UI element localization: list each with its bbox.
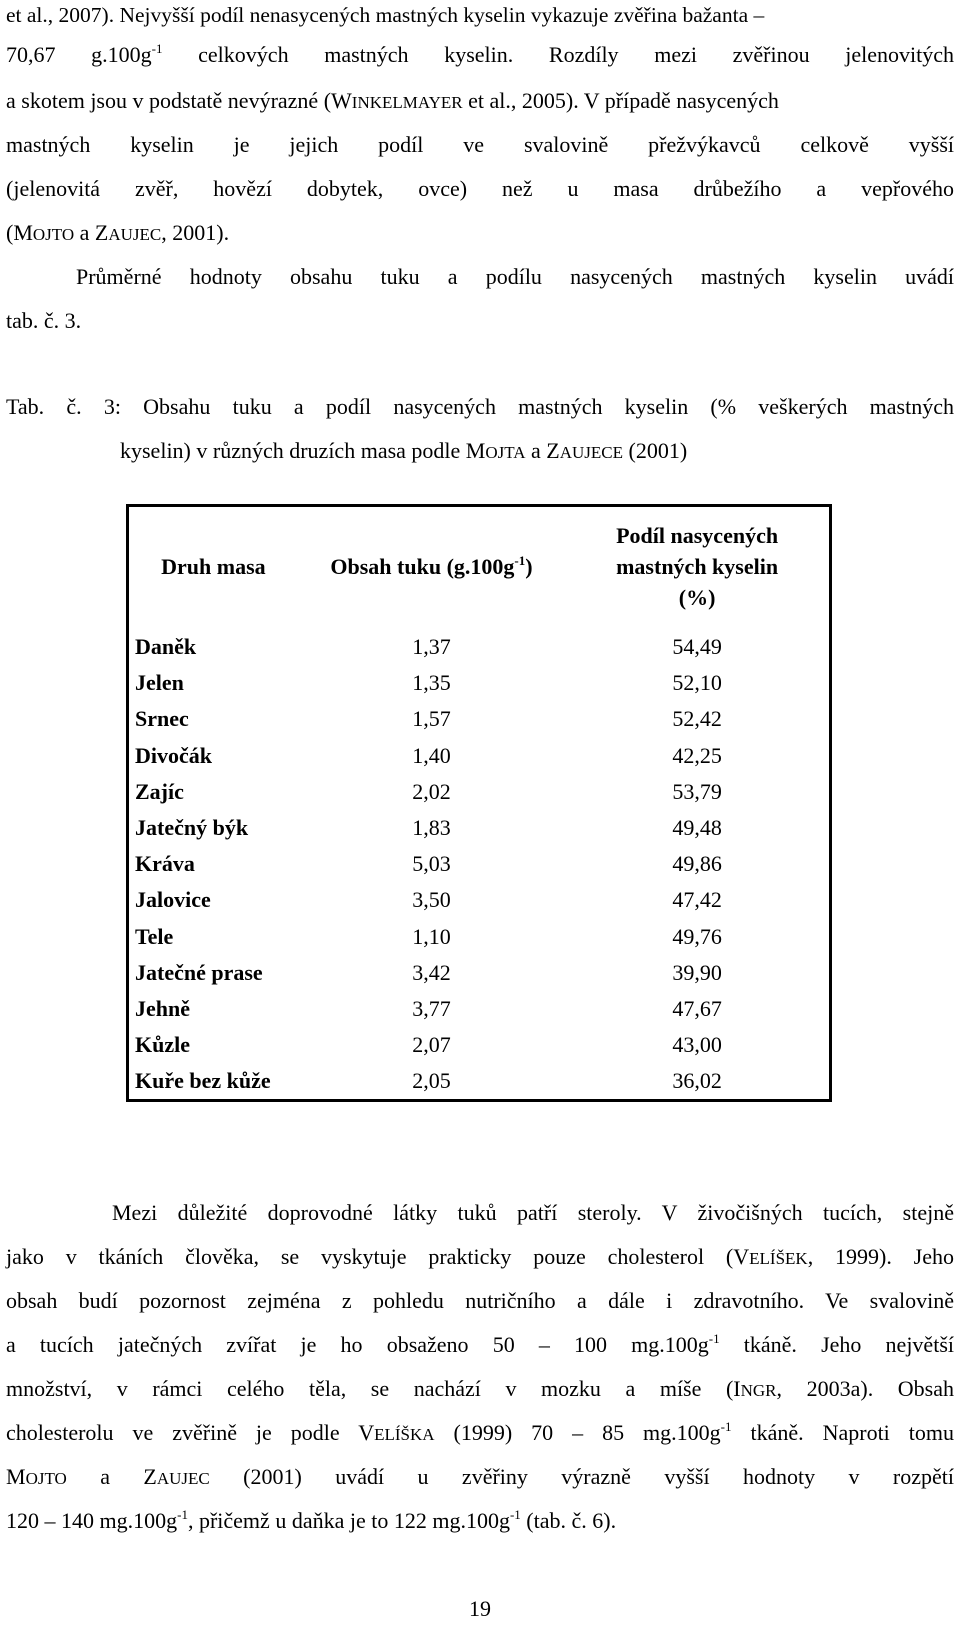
fat-value-cell: 1,83 xyxy=(412,815,451,841)
meat-type-cell: Daněk xyxy=(135,634,197,660)
table-header-row xyxy=(128,506,831,626)
table-row xyxy=(128,665,831,701)
intro-line-4: mastných kyselin je jejich podíl ve svalovině přežvýkavců celkově vyšší xyxy=(6,132,954,157)
meat-type-cell: Divočák xyxy=(135,742,212,768)
intro-line-6: (MOJTO a ZAUJEC, 2001). xyxy=(6,220,230,245)
intro-line-1 xyxy=(6,0,954,30)
meat-type-cell: Kůzle xyxy=(135,1032,190,1058)
fat-value-cell: 3,42 xyxy=(412,959,451,985)
outro-text: množství, v rámci celého těla, se nachází v mozku a míše (INGR, 2003a). Obsah xyxy=(6,1376,954,1401)
outro-line-7 xyxy=(6,1462,954,1494)
table-row xyxy=(128,810,831,846)
header-saturated-share: Podíl nasycených mastných kyselin (%) xyxy=(616,522,779,610)
table-row xyxy=(128,625,831,665)
intro-line-7: Průměrné hodnoty obsahu tuku a podílu nasycených mastných kyselin uvádí xyxy=(76,264,954,289)
fat-content-table xyxy=(126,504,832,1102)
outro-line-1: Mezi důležité doprovodné látky tuků patří steroly. V živočišných tucích, stejně xyxy=(112,1200,954,1225)
fat-value-cell: 2,02 xyxy=(412,778,451,804)
fat-value-cell: 1,10 xyxy=(412,923,451,949)
table-row xyxy=(128,738,831,774)
intro-line-3: a skotem jsou v podstatě nevýrazné (WINKELMAYER et al., 2005). V případě nasycených xyxy=(6,88,779,113)
fat-value-cell: 2,07 xyxy=(412,1032,451,1058)
sfa-value-cell: 47,67 xyxy=(672,995,722,1021)
meat-type-cell: Jatečný býk xyxy=(135,815,249,841)
table-caption-line-2: kyselin) v různých druzích masa podle MOJTA a ZAUJECE (2001) xyxy=(120,438,688,463)
table-row xyxy=(128,846,831,882)
table-caption-line-1: Tab. č. 3: Obsahu tuku a podíl nasycených mastných kyselin (% veškerých mastných xyxy=(6,394,954,419)
sfa-value-cell: 47,42 xyxy=(672,887,722,913)
sfa-value-cell: 43,00 xyxy=(672,1032,722,1058)
outro-line-5 xyxy=(6,1374,954,1406)
intro-line-8: tab. č. 3. xyxy=(6,308,82,333)
outro-text: tkáně. Jeho největší xyxy=(743,1332,954,1357)
outro-line-4 xyxy=(6,1330,954,1360)
intro-line-2 xyxy=(6,40,954,70)
sfa-value-cell: 49,76 xyxy=(672,923,722,949)
intro-text: celkových mastných kyselin. Rozdíly mezi zvěřinou jelenovitých xyxy=(198,42,954,67)
fat-value-cell: 1,35 xyxy=(412,670,451,696)
outro-text: cholesterolu ve zvěřině je podle VELÍŠKA (1999) 70 – 85 $mg.100g^{-1}$ tkáně. Naproti tomu xyxy=(6,1419,954,1445)
table-row xyxy=(128,955,831,991)
sfa-value-cell: 49,48 xyxy=(672,815,722,841)
outro-line-6 xyxy=(6,1418,954,1450)
outro-text: MOJTO a ZAUJEC (2001) uvádí u zvěřiny výrazně vyšší hodnoty v rozpětí xyxy=(6,1464,955,1489)
meat-type-cell: Zajíc xyxy=(135,778,184,804)
fat-value-cell: 3,77 xyxy=(412,995,451,1021)
sfa-value-cell: 36,02 xyxy=(672,1068,722,1094)
page-number: 19 xyxy=(469,1596,491,1621)
sfa-value-cell: 54,49 xyxy=(672,634,722,660)
fat-value-cell: 1,57 xyxy=(412,706,451,732)
sfa-value-cell: 42,25 xyxy=(672,742,722,768)
table-row xyxy=(128,1027,831,1063)
fat-value-cell: 1,37 xyxy=(412,634,451,660)
fat-value-cell: 1,40 xyxy=(412,742,451,768)
outro-line-2 xyxy=(6,1242,954,1274)
table-row xyxy=(128,1063,831,1101)
table-row xyxy=(128,774,831,810)
header-fat-content: Obsah tuku $(g.100g^{-1})$ xyxy=(330,552,533,579)
header-meat-type: Druh masa xyxy=(161,553,266,579)
intro-text: 70,67 $g.100g^{-1}$ xyxy=(6,41,163,67)
fat-value-cell: 5,03 xyxy=(412,851,451,877)
table-row xyxy=(128,991,831,1027)
table-row xyxy=(128,882,831,918)
intro-line-5: (jelenovitá zvěř, hovězí dobytek, ovce) než u masa drůbežího a vepřového xyxy=(6,176,954,201)
sfa-value-cell: 39,90 xyxy=(672,959,722,985)
meat-type-cell: Jalovice xyxy=(135,887,211,913)
outro-text: a tucích jatečných zvířat je ho obsaženo 50 – 100 $mg.100g^{-1}$ xyxy=(6,1331,720,1357)
outro-text: jako v tkáních člověka, se vyskytuje prakticky pouze cholesterol (VELÍŠEK, 1999). Jeho xyxy=(6,1244,954,1269)
meat-type-cell: Jehně xyxy=(135,995,190,1021)
table-row xyxy=(128,919,831,955)
fat-value-cell: 2,05 xyxy=(412,1068,451,1094)
sfa-value-cell: 53,79 xyxy=(672,778,722,804)
fat-value-cell: 3,50 xyxy=(412,887,451,913)
meat-type-cell: Kráva xyxy=(135,851,195,877)
meat-type-cell: Kuře bez kůže xyxy=(135,1068,271,1094)
sfa-value-cell: 52,10 xyxy=(672,670,722,696)
sfa-value-cell: 52,42 xyxy=(672,706,722,732)
intro-text: et al., 2007). Nejvyšší podíl nenasycených mastných kyselin vykazuje zvěřina bažanta – xyxy=(6,3,765,27)
meat-type-cell: Tele xyxy=(135,923,174,949)
meat-type-cell: Srnec xyxy=(135,706,189,732)
meat-type-cell: Jatečné prase xyxy=(135,959,263,985)
sfa-value-cell: 49,86 xyxy=(672,851,722,877)
table-row xyxy=(128,701,831,737)
meat-type-cell: Jelen xyxy=(135,670,184,696)
outro-line-3: obsah budí pozornost zejména z pohledu nutričního a dále i zdravotního. Ve svalovině xyxy=(6,1288,954,1313)
outro-line-8: 120 – 140 $mg.100g^{-1}$, přičemž u daňka je to 122 $mg.100g^{-1}$ (tab. č. 6). xyxy=(6,1507,617,1533)
